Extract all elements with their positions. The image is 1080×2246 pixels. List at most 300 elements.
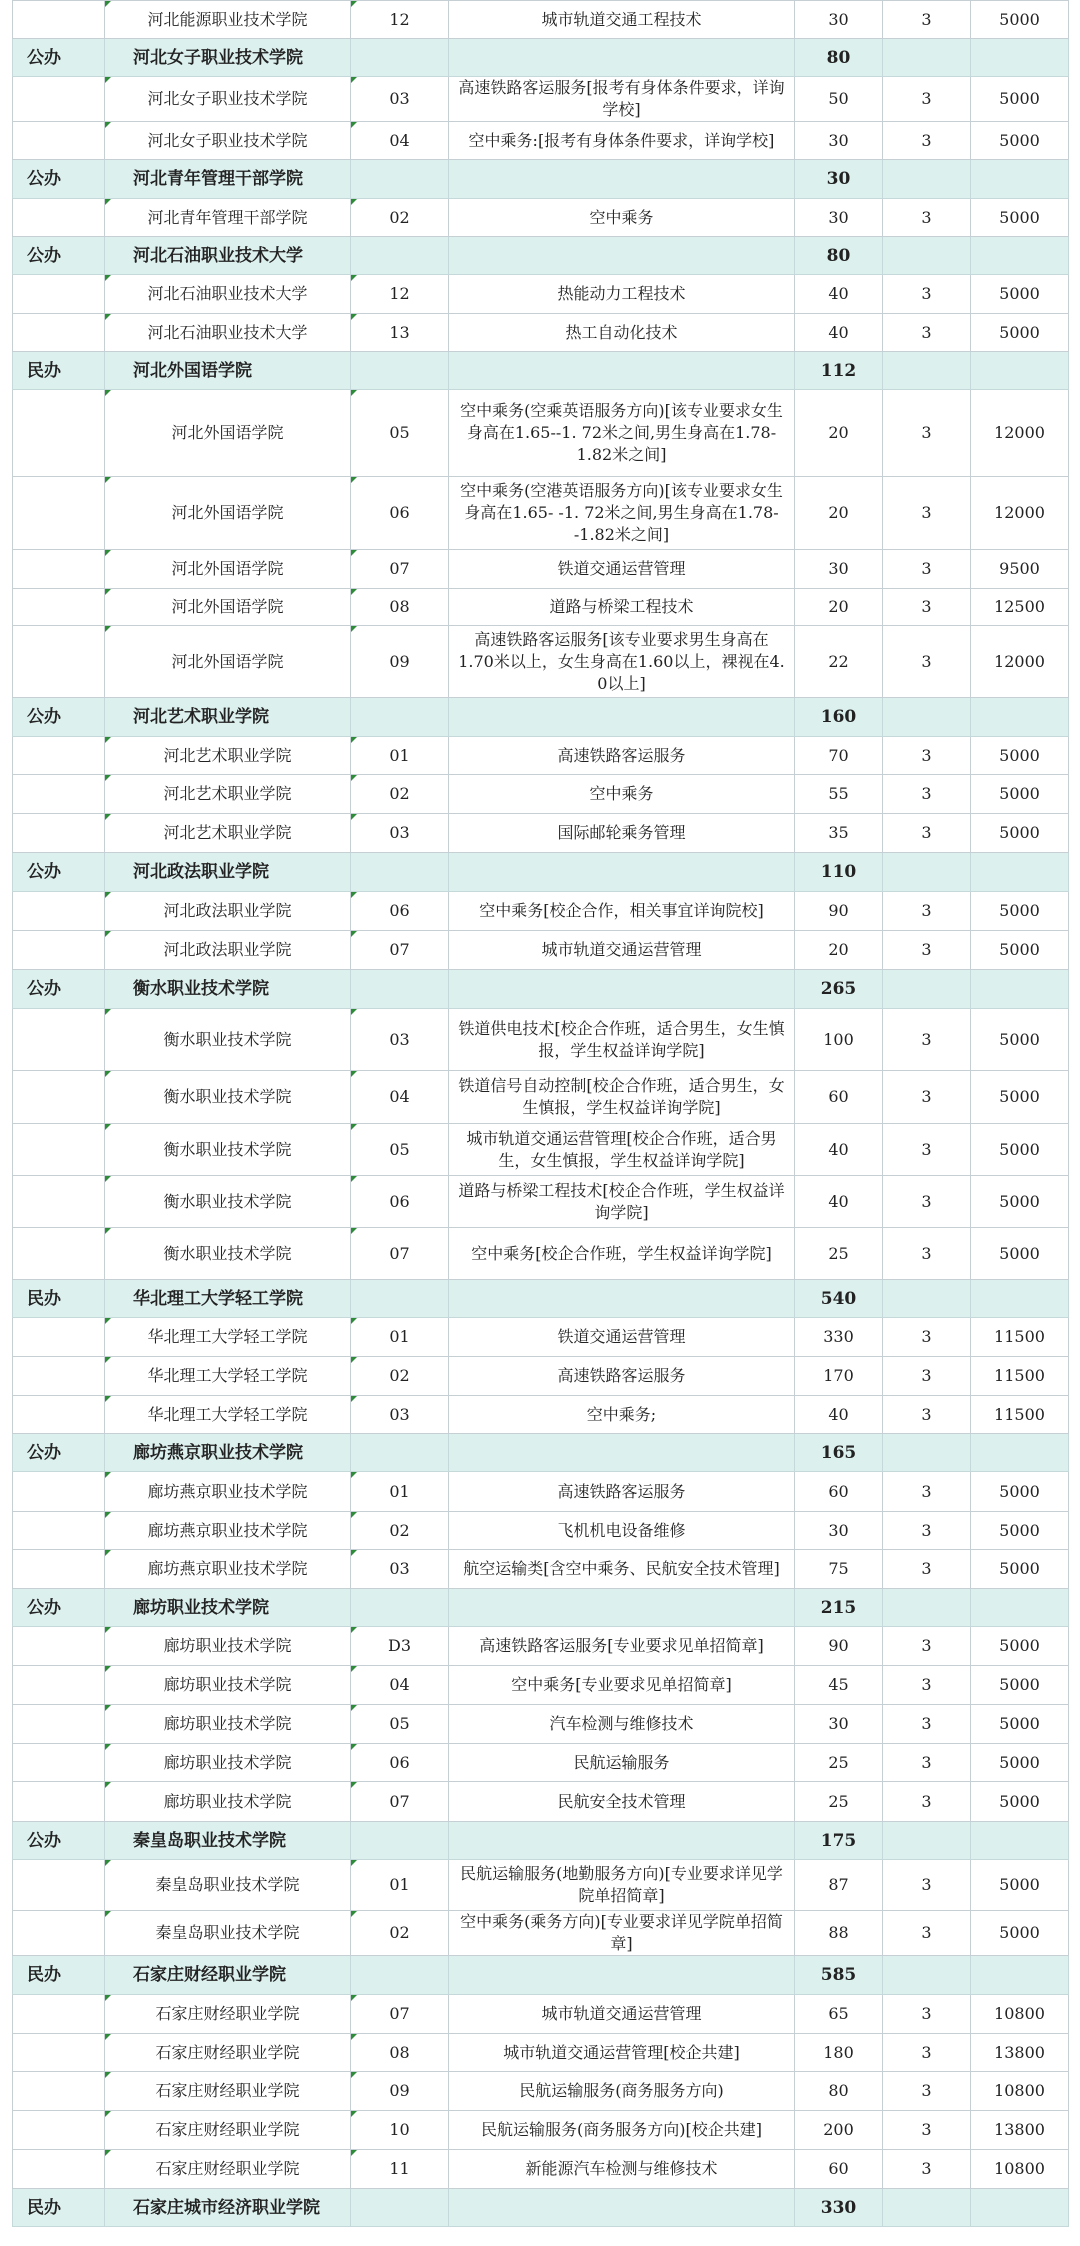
blank-cell bbox=[13, 2034, 105, 2072]
cell-comment-marker bbox=[351, 2072, 357, 2078]
blank-cell bbox=[351, 160, 449, 199]
cell-comment-marker bbox=[105, 275, 111, 281]
blank-cell bbox=[351, 2189, 449, 2227]
table-row bbox=[13, 2034, 1069, 2072]
university-header-row bbox=[13, 1280, 1069, 1318]
university-header-row bbox=[13, 1589, 1069, 1627]
blank-cell bbox=[351, 1822, 449, 1860]
university-total: 160 bbox=[795, 698, 883, 737]
cell-comment-marker bbox=[105, 1318, 111, 1324]
university-header-row bbox=[13, 970, 1069, 1009]
plan-count: 30 bbox=[795, 1705, 883, 1744]
school-name: 衡水职业技术学院 bbox=[105, 1009, 351, 1071]
table-row bbox=[13, 1911, 1069, 1956]
major-code: D3 bbox=[351, 1627, 449, 1666]
school-name: 河北外国语学院 bbox=[105, 550, 351, 589]
cell-comment-marker bbox=[105, 477, 111, 483]
tuition-fee: 5000 bbox=[971, 77, 1069, 122]
school-name: 廊坊职业技术学院 bbox=[105, 1666, 351, 1705]
table-row bbox=[13, 77, 1069, 122]
plan-count: 60 bbox=[795, 2150, 883, 2189]
blank-cell bbox=[883, 853, 971, 892]
blank-cell bbox=[13, 1472, 105, 1512]
tuition-fee: 5000 bbox=[971, 1550, 1069, 1589]
cell-comment-marker bbox=[351, 1009, 357, 1015]
blank-cell bbox=[971, 853, 1069, 892]
cell-comment-marker bbox=[105, 1472, 111, 1478]
years: 3 bbox=[883, 1396, 971, 1434]
school-name: 河北外国语学院 bbox=[105, 589, 351, 626]
major-name: 城市轨道交通运营管理 bbox=[449, 1995, 795, 2034]
major-code: 01 bbox=[351, 1860, 449, 1911]
blank-cell bbox=[971, 1589, 1069, 1627]
table-row bbox=[13, 122, 1069, 160]
blank-cell bbox=[883, 39, 971, 77]
years: 3 bbox=[883, 1176, 971, 1228]
major-name: 高速铁路客运服务[专业要求见单招简章] bbox=[449, 1627, 795, 1666]
blank-cell bbox=[13, 2072, 105, 2111]
school-name: 河北政法职业学院 bbox=[105, 892, 351, 931]
blank-cell bbox=[13, 1176, 105, 1228]
blank-cell bbox=[351, 1589, 449, 1627]
cell-comment-marker bbox=[105, 1911, 111, 1917]
major-name: 高速铁路客运服务 bbox=[449, 1357, 795, 1396]
school-name: 衡水职业技术学院 bbox=[105, 1071, 351, 1124]
plan-count: 75 bbox=[795, 1550, 883, 1589]
major-name: 空中乘务(空乘英语服务方向)[该专业要求女生身高在1.65--1. 72米之间,男生身高在1.78-1.82米之间] bbox=[449, 390, 795, 477]
school-name: 河北政法职业学院 bbox=[105, 931, 351, 970]
university-total: 80 bbox=[795, 39, 883, 77]
cell-comment-marker bbox=[105, 1357, 111, 1363]
university-header-row bbox=[13, 1956, 1069, 1995]
blank-cell bbox=[971, 1822, 1069, 1860]
school-name: 衡水职业技术学院 bbox=[105, 1176, 351, 1228]
tuition-fee: 5000 bbox=[971, 1782, 1069, 1822]
university-header-row bbox=[13, 237, 1069, 275]
blank-cell bbox=[971, 1434, 1069, 1472]
major-name: 铁道信号自动控制[校企合作班，适合男生，女生慎报，学生权益详询学院] bbox=[449, 1071, 795, 1124]
cell-comment-marker bbox=[105, 1666, 111, 1672]
university-total: 265 bbox=[795, 970, 883, 1009]
blank-cell bbox=[13, 1228, 105, 1280]
blank-cell bbox=[351, 237, 449, 275]
years: 3 bbox=[883, 1782, 971, 1822]
plan-count: 65 bbox=[795, 1995, 883, 2034]
table-row bbox=[13, 1550, 1069, 1589]
tuition-fee: 12000 bbox=[971, 477, 1069, 550]
major-name: 汽车检测与维修技术 bbox=[449, 1705, 795, 1744]
university-name: 河北女子职业技术学院 bbox=[105, 39, 351, 77]
major-code: 02 bbox=[351, 775, 449, 814]
years: 3 bbox=[883, 1550, 971, 1589]
blank-cell bbox=[13, 1911, 105, 1956]
cell-comment-marker bbox=[105, 199, 111, 205]
major-name: 城市轨道交通运营管理[校企合作班，适合男生，女生慎报，学生权益详询学院] bbox=[449, 1124, 795, 1176]
years: 3 bbox=[883, 199, 971, 237]
university-total: 175 bbox=[795, 1822, 883, 1860]
major-name: 空中乘务 bbox=[449, 199, 795, 237]
plan-count: 30 bbox=[795, 199, 883, 237]
years: 3 bbox=[883, 2034, 971, 2072]
school-name: 河北青年管理干部学院 bbox=[105, 199, 351, 237]
tuition-fee: 12000 bbox=[971, 626, 1069, 698]
tuition-fee: 11500 bbox=[971, 1396, 1069, 1434]
major-name: 高速铁路客运服务 bbox=[449, 737, 795, 775]
major-code: 07 bbox=[351, 1782, 449, 1822]
cell-comment-marker bbox=[105, 2111, 111, 2117]
cell-comment-marker bbox=[351, 589, 357, 595]
years: 3 bbox=[883, 1666, 971, 1705]
years: 3 bbox=[883, 1, 971, 39]
cell-comment-marker bbox=[105, 1228, 111, 1234]
school-name: 河北艺术职业学院 bbox=[105, 814, 351, 853]
major-code: 05 bbox=[351, 1705, 449, 1744]
plan-count: 40 bbox=[795, 1124, 883, 1176]
plan-count: 25 bbox=[795, 1228, 883, 1280]
blank-cell bbox=[13, 1995, 105, 2034]
blank-cell bbox=[13, 314, 105, 352]
years: 3 bbox=[883, 1357, 971, 1396]
cell-comment-marker bbox=[351, 1396, 357, 1402]
school-type: 民办 bbox=[13, 2189, 105, 2227]
blank-cell bbox=[883, 160, 971, 199]
cell-comment-marker bbox=[351, 775, 357, 781]
major-name: 空中乘务:[报考有身体条件要求，详询学校] bbox=[449, 122, 795, 160]
university-total: 165 bbox=[795, 1434, 883, 1472]
major-code: 06 bbox=[351, 1744, 449, 1782]
major-code: 02 bbox=[351, 1911, 449, 1956]
major-name: 民航运输服务(商务服务方向) bbox=[449, 2072, 795, 2111]
blank-cell bbox=[13, 1396, 105, 1434]
major-code: 05 bbox=[351, 1124, 449, 1176]
tuition-fee: 11500 bbox=[971, 1318, 1069, 1357]
major-code: 09 bbox=[351, 626, 449, 698]
blank-cell bbox=[883, 1589, 971, 1627]
blank-cell bbox=[449, 1434, 795, 1472]
plan-count: 90 bbox=[795, 892, 883, 931]
major-code: 04 bbox=[351, 1071, 449, 1124]
cell-comment-marker bbox=[351, 275, 357, 281]
blank-cell bbox=[883, 1822, 971, 1860]
cell-comment-marker bbox=[351, 1228, 357, 1234]
table-row bbox=[13, 1744, 1069, 1782]
plan-count: 20 bbox=[795, 589, 883, 626]
university-header-row bbox=[13, 1434, 1069, 1472]
table-row bbox=[13, 1318, 1069, 1357]
blank-cell bbox=[449, 160, 795, 199]
blank-cell bbox=[351, 1434, 449, 1472]
plan-count: 70 bbox=[795, 737, 883, 775]
school-name: 石家庄财经职业学院 bbox=[105, 1995, 351, 2034]
major-name: 铁道供电技术[校企合作班，适合男生，女生慎报，学生权益详询学院] bbox=[449, 1009, 795, 1071]
table-row bbox=[13, 550, 1069, 589]
table-row bbox=[13, 892, 1069, 931]
table-body bbox=[13, 1, 1069, 2227]
cell-comment-marker bbox=[351, 1124, 357, 1130]
tuition-fee: 5000 bbox=[971, 1705, 1069, 1744]
cell-comment-marker bbox=[351, 314, 357, 320]
school-name: 衡水职业技术学院 bbox=[105, 1124, 351, 1176]
university-name: 河北外国语学院 bbox=[105, 352, 351, 390]
table-row bbox=[13, 2111, 1069, 2150]
major-name: 飞机机电设备维修 bbox=[449, 1512, 795, 1550]
cell-comment-marker bbox=[351, 737, 357, 743]
university-total: 80 bbox=[795, 237, 883, 275]
school-name: 河北艺术职业学院 bbox=[105, 737, 351, 775]
plan-count: 40 bbox=[795, 275, 883, 314]
major-code: 08 bbox=[351, 2034, 449, 2072]
cell-comment-marker bbox=[105, 390, 111, 396]
cell-comment-marker bbox=[351, 2150, 357, 2156]
cell-comment-marker bbox=[351, 1860, 357, 1866]
blank-cell bbox=[883, 1280, 971, 1318]
plan-count: 180 bbox=[795, 2034, 883, 2072]
university-name: 秦皇岛职业技术学院 bbox=[105, 1822, 351, 1860]
school-name: 石家庄财经职业学院 bbox=[105, 2111, 351, 2150]
tuition-fee: 5000 bbox=[971, 1472, 1069, 1512]
blank-cell bbox=[13, 1, 105, 39]
blank-cell bbox=[13, 737, 105, 775]
school-name: 河北石油职业技术大学 bbox=[105, 275, 351, 314]
table-row bbox=[13, 1396, 1069, 1434]
years: 3 bbox=[883, 1071, 971, 1124]
plan-count: 25 bbox=[795, 1744, 883, 1782]
plan-count: 60 bbox=[795, 1071, 883, 1124]
tuition-fee: 5000 bbox=[971, 122, 1069, 160]
cell-comment-marker bbox=[105, 892, 111, 898]
major-name: 城市轨道交通工程技术 bbox=[449, 1, 795, 39]
cell-comment-marker bbox=[351, 1071, 357, 1077]
blank-cell bbox=[449, 1589, 795, 1627]
major-name: 民航安全技术管理 bbox=[449, 1782, 795, 1822]
major-name: 新能源汽车检测与维修技术 bbox=[449, 2150, 795, 2189]
plan-count: 90 bbox=[795, 1627, 883, 1666]
blank-cell bbox=[13, 1318, 105, 1357]
cell-comment-marker bbox=[351, 814, 357, 820]
major-code: 02 bbox=[351, 1357, 449, 1396]
table-row bbox=[13, 737, 1069, 775]
major-code: 08 bbox=[351, 589, 449, 626]
cell-comment-marker bbox=[351, 2034, 357, 2040]
table-row bbox=[13, 626, 1069, 698]
blank-cell bbox=[13, 1009, 105, 1071]
tuition-fee: 5000 bbox=[971, 1911, 1069, 1956]
cell-comment-marker bbox=[351, 1512, 357, 1518]
school-type: 公办 bbox=[13, 1822, 105, 1860]
blank-cell bbox=[13, 1512, 105, 1550]
university-total: 585 bbox=[795, 1956, 883, 1995]
major-name: 铁道交通运营管理 bbox=[449, 550, 795, 589]
school-name: 廊坊职业技术学院 bbox=[105, 1744, 351, 1782]
school-type: 公办 bbox=[13, 970, 105, 1009]
cell-comment-marker bbox=[105, 2150, 111, 2156]
university-total: 112 bbox=[795, 352, 883, 390]
cell-comment-marker bbox=[351, 931, 357, 937]
cell-comment-marker bbox=[105, 589, 111, 595]
cell-comment-marker bbox=[351, 1911, 357, 1917]
major-name: 民航运输服务 bbox=[449, 1744, 795, 1782]
school-type: 民办 bbox=[13, 1956, 105, 1995]
major-code: 01 bbox=[351, 737, 449, 775]
cell-comment-marker bbox=[351, 1357, 357, 1363]
years: 3 bbox=[883, 1860, 971, 1911]
school-name: 廊坊燕京职业技术学院 bbox=[105, 1550, 351, 1589]
cell-comment-marker bbox=[105, 931, 111, 937]
blank-cell bbox=[449, 698, 795, 737]
school-type: 民办 bbox=[13, 1280, 105, 1318]
blank-cell bbox=[13, 1357, 105, 1396]
university-total: 215 bbox=[795, 1589, 883, 1627]
blank-cell bbox=[351, 698, 449, 737]
plan-count: 30 bbox=[795, 1, 883, 39]
blank-cell bbox=[449, 1280, 795, 1318]
major-code: 12 bbox=[351, 275, 449, 314]
school-name: 河北艺术职业学院 bbox=[105, 775, 351, 814]
major-code: 01 bbox=[351, 1472, 449, 1512]
cell-comment-marker bbox=[105, 2072, 111, 2078]
university-header-row bbox=[13, 853, 1069, 892]
years: 3 bbox=[883, 1705, 971, 1744]
university-name: 河北石油职业技术大学 bbox=[105, 237, 351, 275]
table-row bbox=[13, 477, 1069, 550]
table-row bbox=[13, 199, 1069, 237]
table-row bbox=[13, 1071, 1069, 1124]
table-row bbox=[13, 1009, 1069, 1071]
blank-cell bbox=[13, 814, 105, 853]
cell-comment-marker bbox=[351, 1744, 357, 1750]
university-name: 河北政法职业学院 bbox=[105, 853, 351, 892]
major-code: 12 bbox=[351, 1, 449, 39]
table-row bbox=[13, 775, 1069, 814]
cell-comment-marker bbox=[105, 1995, 111, 2001]
cell-comment-marker bbox=[351, 1705, 357, 1711]
school-name: 秦皇岛职业技术学院 bbox=[105, 1911, 351, 1956]
cell-comment-marker bbox=[105, 1, 111, 7]
school-name: 廊坊职业技术学院 bbox=[105, 1705, 351, 1744]
school-type: 公办 bbox=[13, 698, 105, 737]
years: 3 bbox=[883, 2150, 971, 2189]
school-type: 公办 bbox=[13, 160, 105, 199]
table-row bbox=[13, 1176, 1069, 1228]
years: 3 bbox=[883, 275, 971, 314]
major-code: 03 bbox=[351, 1550, 449, 1589]
cell-comment-marker bbox=[105, 1627, 111, 1633]
major-code: 09 bbox=[351, 2072, 449, 2111]
years: 3 bbox=[883, 1472, 971, 1512]
school-type: 公办 bbox=[13, 1589, 105, 1627]
major-name: 空中乘务[专业要求见单招简章] bbox=[449, 1666, 795, 1705]
university-name: 河北艺术职业学院 bbox=[105, 698, 351, 737]
major-code: 07 bbox=[351, 1228, 449, 1280]
plan-count: 20 bbox=[795, 477, 883, 550]
table-row bbox=[13, 390, 1069, 477]
blank-cell bbox=[971, 970, 1069, 1009]
school-name: 廊坊职业技术学院 bbox=[105, 1627, 351, 1666]
table-row bbox=[13, 589, 1069, 626]
tuition-fee: 13800 bbox=[971, 2034, 1069, 2072]
blank-cell bbox=[883, 237, 971, 275]
cell-comment-marker bbox=[351, 1176, 357, 1182]
plan-count: 30 bbox=[795, 550, 883, 589]
major-name: 城市轨道交通运营管理 bbox=[449, 931, 795, 970]
blank-cell bbox=[971, 1280, 1069, 1318]
school-name: 河北外国语学院 bbox=[105, 390, 351, 477]
university-name: 河北青年管理干部学院 bbox=[105, 160, 351, 199]
plan-count: 20 bbox=[795, 931, 883, 970]
major-code: 07 bbox=[351, 550, 449, 589]
table-row bbox=[13, 275, 1069, 314]
years: 3 bbox=[883, 390, 971, 477]
major-code: 07 bbox=[351, 1995, 449, 2034]
university-name: 廊坊燕京职业技术学院 bbox=[105, 1434, 351, 1472]
years: 3 bbox=[883, 1627, 971, 1666]
school-name: 华北理工大学轻工学院 bbox=[105, 1357, 351, 1396]
blank-cell bbox=[13, 775, 105, 814]
blank-cell bbox=[13, 1782, 105, 1822]
table-row bbox=[13, 1357, 1069, 1396]
table-row bbox=[13, 2072, 1069, 2111]
major-code: 10 bbox=[351, 2111, 449, 2150]
blank-cell bbox=[13, 1550, 105, 1589]
blank-cell bbox=[13, 477, 105, 550]
school-type: 公办 bbox=[13, 1434, 105, 1472]
cell-comment-marker bbox=[105, 626, 111, 632]
blank-cell bbox=[13, 1124, 105, 1176]
tuition-fee: 5000 bbox=[971, 1512, 1069, 1550]
university-total: 30 bbox=[795, 160, 883, 199]
school-name: 河北外国语学院 bbox=[105, 477, 351, 550]
table-row bbox=[13, 1124, 1069, 1176]
table-row bbox=[13, 1705, 1069, 1744]
cell-comment-marker bbox=[351, 550, 357, 556]
table-row bbox=[13, 1228, 1069, 1280]
tuition-fee: 5000 bbox=[971, 1, 1069, 39]
years: 3 bbox=[883, 550, 971, 589]
blank-cell bbox=[971, 1956, 1069, 1995]
blank-cell bbox=[449, 237, 795, 275]
tuition-fee: 5000 bbox=[971, 931, 1069, 970]
major-name: 空中乘务[校企合作班，学生权益详询学院] bbox=[449, 1228, 795, 1280]
blank-cell bbox=[13, 1705, 105, 1744]
cell-comment-marker bbox=[105, 1744, 111, 1750]
school-name: 廊坊燕京职业技术学院 bbox=[105, 1472, 351, 1512]
blank-cell bbox=[449, 970, 795, 1009]
plan-count: 60 bbox=[795, 1472, 883, 1512]
cell-comment-marker bbox=[105, 550, 111, 556]
table-row bbox=[13, 1666, 1069, 1705]
plan-count: 22 bbox=[795, 626, 883, 698]
school-name: 廊坊职业技术学院 bbox=[105, 1782, 351, 1822]
cell-comment-marker bbox=[105, 1071, 111, 1077]
major-code: 02 bbox=[351, 199, 449, 237]
blank-cell bbox=[13, 275, 105, 314]
cell-comment-marker bbox=[105, 737, 111, 743]
plan-count: 25 bbox=[795, 1782, 883, 1822]
cell-comment-marker bbox=[351, 1627, 357, 1633]
blank-cell bbox=[449, 352, 795, 390]
blank-cell bbox=[13, 1666, 105, 1705]
school-name: 石家庄财经职业学院 bbox=[105, 2072, 351, 2111]
blank-cell bbox=[13, 626, 105, 698]
cell-comment-marker bbox=[351, 1472, 357, 1478]
major-code: 03 bbox=[351, 814, 449, 853]
blank-cell bbox=[351, 1956, 449, 1995]
major-name: 道路与桥梁工程技术[校企合作班，学生权益详询学院] bbox=[449, 1176, 795, 1228]
cell-comment-marker bbox=[351, 1666, 357, 1672]
years: 3 bbox=[883, 314, 971, 352]
school-name: 河北女子职业技术学院 bbox=[105, 122, 351, 160]
cell-comment-marker bbox=[351, 1318, 357, 1324]
